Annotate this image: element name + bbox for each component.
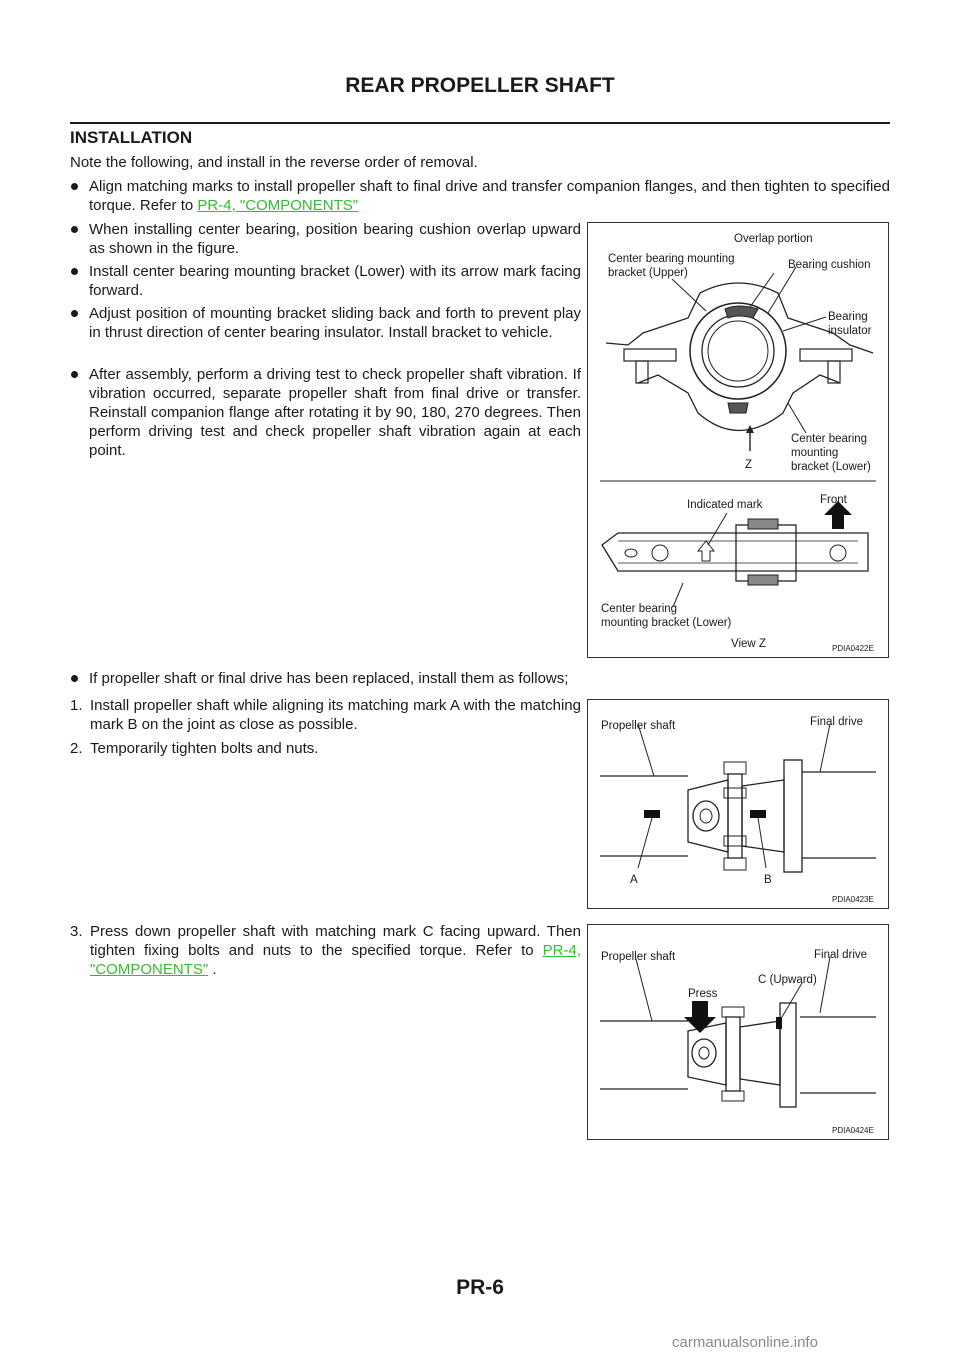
- bullet-text: When installing center bearing, position bearing cushion overlap upward as shown in the figure.: [89, 221, 581, 257]
- step-number: 1.: [70, 697, 83, 714]
- bullet-text: If propeller shaft or final drive has been replaced, install them as follows;: [89, 670, 569, 687]
- label-lower-bracket-3: bracket (Lower): [791, 461, 871, 473]
- bullet-lower-bracket: [89, 262, 581, 300]
- step-text: Temporarily tighten bolts and nuts.: [90, 740, 319, 757]
- label-final-drive: Final drive: [810, 716, 864, 728]
- bullet-adjust-bracket: [89, 304, 581, 342]
- label-front: Front: [820, 494, 847, 506]
- bullet-dot: [71, 183, 78, 190]
- label-mark-c-upward: C (Upward): [758, 974, 817, 986]
- matching-marks-ab-diagram: [588, 700, 888, 908]
- figure-matching-marks-ab: [587, 699, 889, 909]
- components-link[interactable]: PR-4, "COMPONENTS": [197, 197, 359, 214]
- section-heading: INSTALLATION: [70, 128, 193, 147]
- label-z: Z: [745, 459, 753, 471]
- bullet-text: After assembly, perform a driving test to check propeller shaft vibration. If vibration occurred, separate propeller shaft from final drive or transfer. Reinstall companion flange after rotating it by 90, 180, 270 degrees. Then perform driving test and check propeller shaft vibration again at each point.: [89, 366, 581, 459]
- figure-id: PDIA0422E: [832, 644, 874, 653]
- label-propeller-shaft: Propeller shaft: [601, 720, 676, 732]
- figure-id: PDIA0424E: [832, 1126, 874, 1135]
- bullet-dot: [71, 675, 78, 682]
- label-final-drive: Final drive: [814, 949, 868, 961]
- figure-center-bearing: [587, 222, 889, 658]
- intro-text: Note the following, and install in the reverse order of removal.: [70, 154, 478, 171]
- label-indicated-mark: Indicated mark: [687, 499, 763, 511]
- label-mark-b: B: [764, 874, 772, 886]
- page-number: PR-6: [456, 1276, 504, 1299]
- step-2: [70, 739, 581, 758]
- label-lower-bracket-2: mounting: [791, 447, 839, 459]
- label-bottom-bracket-2: mounting bracket (Lower): [601, 617, 732, 629]
- bullet-replaced: [89, 669, 890, 688]
- label-bottom-bracket-1: Center bearing: [601, 603, 678, 615]
- bullet-text: Install center bearing mounting bracket (Lower) with its arrow mark facing forward.: [89, 263, 581, 299]
- bullet-driving-test: [89, 365, 581, 460]
- page-title: REAR PROPELLER SHAFT: [345, 74, 615, 97]
- label-upper-bracket-2: bracket (Upper): [608, 267, 688, 279]
- step-number: 2.: [70, 740, 83, 757]
- label-press: Press: [688, 988, 718, 1000]
- bullet-text: Adjust position of mounting bracket sliding back and forth to prevent play in thrust direction of center bearing insulator. Install bracket to vehicle.: [89, 305, 581, 341]
- bullet-dot: [71, 371, 78, 378]
- bullet-text: Align matching marks to install propeller shaft to final drive and transfer companion flanges, and then tighten to specified torque. Refer to: [89, 178, 890, 214]
- bullet-dot: [71, 226, 78, 233]
- bullet-dot: [71, 268, 78, 275]
- step-text: Install propeller shaft while aligning its matching mark A with the matching mark B on the joint as close as possible.: [90, 697, 581, 733]
- step-number: 3.: [70, 923, 83, 940]
- watermark: carmanualsonline.info: [672, 1334, 818, 1351]
- center-bearing-diagram: [588, 223, 888, 657]
- figure-matching-mark-c: [587, 924, 889, 1140]
- step-text-tail: .: [208, 961, 217, 978]
- label-bearing-insulator-1: Bearing: [828, 311, 868, 323]
- components-link[interactable]: PR-4, "COMPONENTS": [90, 942, 581, 978]
- label-view-z: View Z: [731, 638, 766, 650]
- step-1: [70, 696, 581, 734]
- bullet-center-bearing: [89, 220, 581, 258]
- title-rule: [70, 122, 890, 124]
- step-3: [70, 922, 581, 979]
- matching-mark-c-diagram: [588, 925, 888, 1139]
- bullet-dot: [71, 310, 78, 317]
- label-bearing-cushion: Bearing cushion: [788, 259, 871, 271]
- label-upper-bracket-1: Center bearing mounting: [608, 253, 735, 265]
- step-text: Press down propeller shaft with matching mark C facing upward. Then tighten fixing bolts and nuts to the specified torque. Refer to: [90, 923, 581, 959]
- label-overlap-portion: Overlap portion: [734, 233, 813, 245]
- label-bearing-insulator-2: insulator: [828, 325, 872, 337]
- label-mark-a: A: [630, 874, 638, 886]
- label-lower-bracket-1: Center bearing: [791, 433, 868, 445]
- label-propeller-shaft: Propeller shaft: [601, 951, 676, 963]
- figure-id: PDIA0423E: [832, 895, 874, 904]
- bullet-align-marks: [89, 177, 890, 215]
